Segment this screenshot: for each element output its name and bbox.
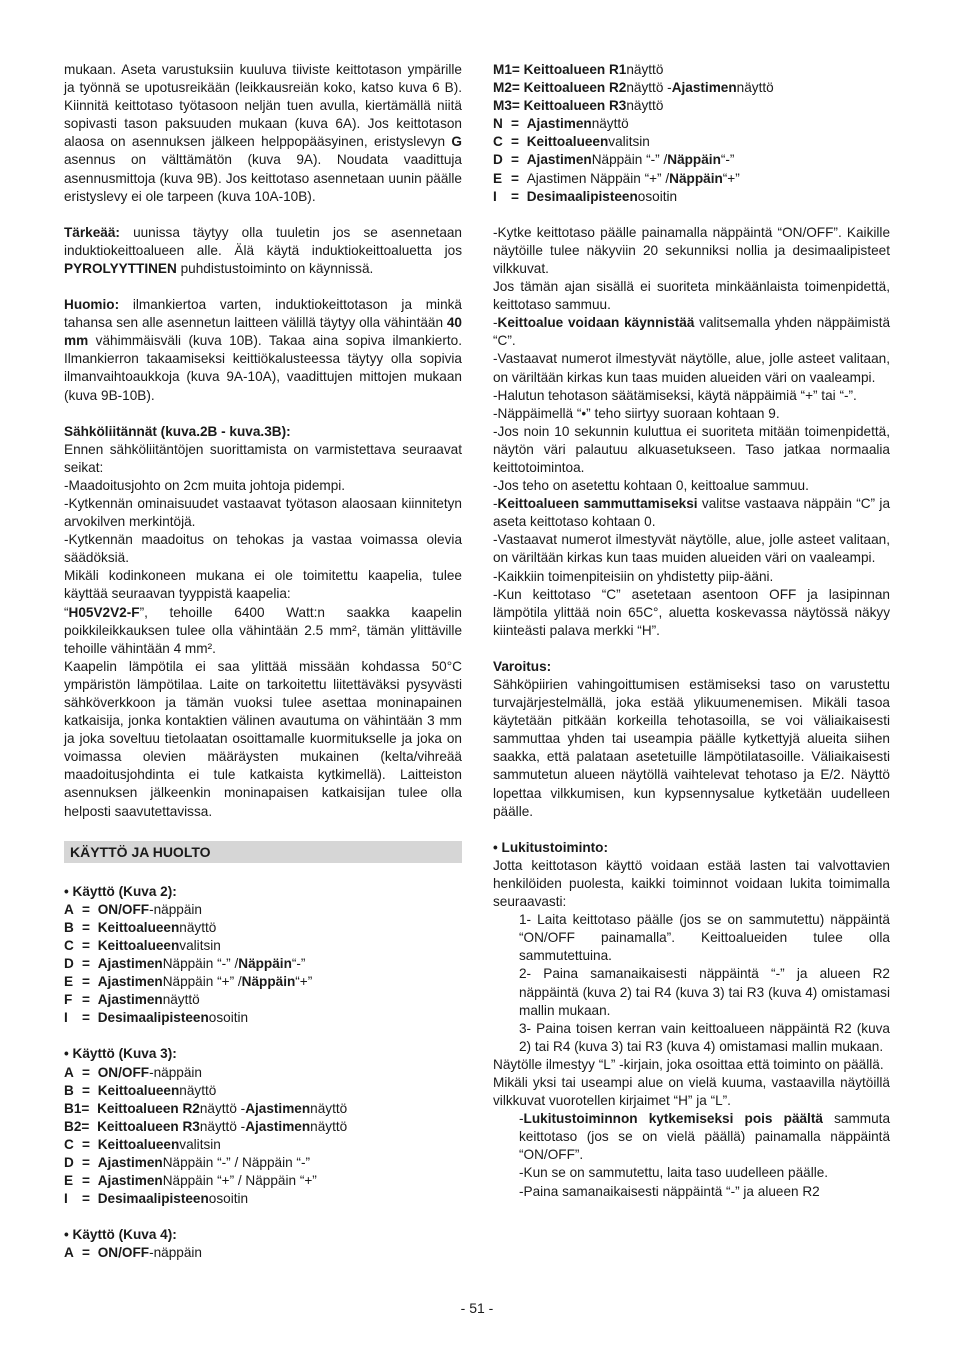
instruction-start-zone: -Keittoalue voidaan käynnistää valitsemalla yhden näppäimistä “C”. (493, 315, 891, 349)
page-number: - 51 - (460, 1300, 494, 1316)
lock-step: 3- Paina toisen kerran vain keittoalueen näppäintä R2 (kuva 2) tai R4 (kuva 3) tai R3 (kuva 4) omistamasi mallin mukaan. (519, 1020, 890, 1054)
instruction-timeout: Jos tämän ajan sisällä ei suoriteta minkäänlaista toimenpidettä, keittotaso sammuu. (493, 279, 890, 313)
definition-row: E = Ajastimen Näppäin “+” / Näppäin “+” (64, 974, 313, 990)
lock-heading: • Lukitustoiminto: (493, 839, 609, 855)
instruction-boost: -Näppäimellä “•” teho siirtyy suoraan kohtaan 9. (493, 405, 780, 421)
definition-row: B1 = Keittoalueen R2 näyttö - Ajastimen näyttö (64, 1100, 348, 1116)
definition-row: B2 = Keittoalueen R3 näyttö - Ajastimen näyttö (64, 1118, 348, 1134)
electrical-item: -Kytkennän maadoitus on tehokas ja vastaa voimassa olevia säädöksiä. (64, 532, 462, 566)
lock-step: 2- Paina samanaikaisesti näppäintä “-” ja alueen R2 näppäintä (kuva 2) tai R4 (kuva 3) tai R3 (kuva 4) omistamasi mallin mukaan. (519, 966, 890, 1018)
warning-heading: Varoitus: (493, 658, 552, 674)
lock-hot-indicator: Mikäli yksi tai useampi alue on vielä kuuma, vastaavilla näytöillä vilkkuvat vuorotellen kirjaimet “H” ja “L”. (493, 1074, 890, 1109)
definition-row: B = Keittoalueen näyttö (64, 1082, 217, 1098)
definition-row: B = Keittoalueen näyttö (64, 919, 217, 935)
definition-row: A = ON/OFF -näppäin (64, 901, 202, 917)
instruction-revert: -Jos noin 10 sekunnin kuluttua ei suoriteta mitään toimenpidettä, näytön väri palautuu alkuasetukseen. Taso jatkaa normaalia keittotoimintoa. (493, 423, 890, 475)
definition-row: M3 = Keittoalueen R3 näyttö (493, 98, 664, 114)
electrical-item: -Maadoitusjohto on 2cm muita johtoja pidempi. (64, 477, 346, 493)
definition-row: M1 = Keittoalueen R1 näyttö (493, 62, 664, 77)
definition-row: F = Ajastimen näyttö (64, 992, 200, 1008)
left-column (64, 61, 462, 1262)
usage-fig2-list (64, 901, 462, 1028)
definition-row: C = Keittoalueen valitsin (493, 134, 650, 150)
lock-intro: Jotta keittotason käyttö voidaan estää lasten tai valvottavien henkilöiden puolesta, kaikki toiminnot voidaan lukita toimimalla seuraavasti: (493, 857, 890, 910)
instruction-display: -Vastaavat numerot ilmestyvät näytölle, alue, jolle asteet valitaan, on väriltään kirkas kun taas muiden alueiden väri on vaaleampi. (493, 351, 890, 385)
definition-row: D = Ajastimen Näppäin “-” / Näppäin “-” (64, 956, 306, 972)
electrical-cable-note: Mikäli kodinkoneen mukana ei ole toimitettu kaapelia, tulee käyttää seuraavan tyyppistä kaapelia: (64, 568, 462, 602)
instruction-switch-off: -Keittoalueen sammuttamiseksi valitse vastaava näppäin “C” ja aseta keittotaso kohtaan 0. (493, 496, 890, 530)
cable-spec: “H05V2V2-F”, tehoille 6400 Watt:n saakka kaapelin poikkileikkauksen tulee olla vähintään 2.5 mm², tämän ylittäville tehoille vähintään 4 mm². (64, 604, 462, 656)
definition-row: D = Ajastimen Näppäin “-” / Näppäin “-” (493, 152, 735, 168)
definition-row: C = Keittoalueen valitsin (64, 937, 221, 953)
lock-step: 1- Laita keittotaso päälle (jos se on sammutettu) näppäintä “ON/OFF painamalla”. Keittoalueiden tulee olla sammutettuina. (519, 912, 890, 964)
electrical-heading: Sähköliitännät (kuva.2B - kuva.3B): (64, 423, 291, 439)
section-title-use-and-care: KÄYTTÖ JA HUOLTO (64, 841, 462, 863)
instruction-power-on: -Kytke keittotaso päälle painamalla näppäintä “ON/OFF”. Kaikille näytöille tulee näkyviin 20 sekunniksi nollia ja desimaalipisteet vilkkuvat. (493, 224, 890, 276)
definition-row: M2 = Keittoalueen R2 näyttö - Ajastimen näyttö (493, 80, 774, 96)
warning-text: Sähköpiirien vahingoittumisen estämiseksi taso on varustettu turvajärjestelmällä, joka estää ylikuumenemisen. Mikäli tasoa käytetään pitkään korkeilla tehotasoilla, se voi väliaikaisesti sammuttaa yhden tai useampia päälle kytkettyjä alueita siihen saakka, että palataan asetetuille lämpötilatasoille. Väliaikaisesti sammutetun alueen näytöllä vaihtelevat tehotaso ja E/2. Näyttö lopettaa vilkkumisen, kun kypsennysalue kytketään uudelleen päälle. (493, 677, 890, 819)
usage-fig4-heading: • Käyttö (Kuva 4): (64, 1227, 177, 1243)
paragraph-installation: mukaan. Aseta varustuksiin kuuluva tiiviste keittotason ympärille ja työnnä se upotusreikään (leikkausreiän koko, katso kuva 6 B). Kiinnitä keittotaso työtasoon neljän tuen avulla, kiertämällä niitä sopivasti tason paksuuden mukaan (kuva 6A). Jos keittotason alaosa on asennuksen jälkeen helppopääsyinen, eristyslevyn G asennus on välttämätön (kuva 9A). Noudata vaadittuja asennusmittoja (kuva 9B). Jos keittotaso asennetaan uunin päälle eristyslevy ei ole tarpeen (kuva 10A-10B). (64, 62, 462, 204)
definition-row: E = Ajastimen Näppäin “+” / Näppäin “+” (64, 1173, 317, 1189)
unlock-step: -Paina samanaikaisesti näppäintä “-” ja alueen R2 (519, 1183, 820, 1199)
instruction-zero: -Jos teho on asetettu kohtaan 0, keittoalue sammuu. (493, 478, 809, 494)
instruction-beep: -Kaikkiin toimenpiteisiin on yhdistetty piip-ääni. (493, 568, 774, 584)
electrical-intro: Ennen sähköliitäntöjen suorittamista on varmistettava seuraavat seikat: (64, 441, 462, 475)
definition-row: A = ON/OFF -näppäin (64, 1245, 202, 1261)
display-list (493, 61, 890, 206)
definition-row: I = Desimaalipisteen osoitin (64, 1191, 249, 1207)
definition-row: D = Ajastimen Näppäin “-” / Näppäin “-” (64, 1154, 311, 1170)
definition-row: A = ON/OFF -näppäin (64, 1064, 202, 1080)
usage-fig3-heading: • Käyttö (Kuva 3): (64, 1046, 177, 1062)
right-column (493, 61, 890, 1201)
definition-row: I = Desimaalipisteen osoitin (64, 1010, 249, 1026)
instruction-power-level: -Halutun tehotason säätämiseksi, käytä näppäimiä “+” tai “-”. (493, 387, 857, 403)
unlock-step: -Kun se on sammutettu, laita taso uudelleen päälle. (519, 1165, 829, 1181)
paragraph-important: Tärkeää: uunissa täytyy olla tuuletin jos se asennetaan induktiokeittoalueen alle. Älä käytä induktiokeittoaluetta jos PYROLYYTTINEN puhdistustoiminto on käynnissä. (64, 224, 462, 276)
definition-row: C = Keittoalueen valitsin (64, 1136, 221, 1152)
electrical-item: -Kytkennän ominaisuudet vastaavat työtason alaosaan kiinnitetyn arvokilven merkintöjä. (64, 495, 462, 530)
definition-row: I = Desimaalipisteen osoitin (493, 188, 678, 204)
lock-indicator: Näytölle ilmestyy “L” -kirjain, joka osoittaa että toiminto on päällä. (493, 1056, 884, 1072)
instruction-residual-heat: -Kun keittotaso “C” asetetaan asentoon OFF ja lasipinnan lämpötila ylittää noin 65C°, aluetta koskevassa näytössä näkyy kiinteästi palava merkki “H”. (493, 586, 890, 638)
definition-row: N = Ajastimen näyttö (493, 116, 629, 132)
unlock-instruction: -Lukitustoiminnon kytkemiseksi pois päältä sammuta keittotaso (jos se on vielä päällä) painamalla näppäintä “ON/OFF”. (519, 1111, 891, 1163)
electrical-temperature: Kaapelin lämpötila ei saa ylittää missään kohdassa 50°C ympäristön lämpötilaa. Laite on tarkoitettu liitettäväksi pysyvästi sähköverkkoon ja tämän vuoksi tulee asettaa moninapainen katkaisija, jonka kontaktien välinen avautuma on vähintään 3 mm ja joka soveltuu tietolaatan osoittamalle kuormitukselle ja joka on voimassa olevien määräysten mukainen (kelta/vihreää maadoitusjohdinta ei tule katkaista kytkimellä). Laitteiston asennuksen jälkeenkin moninapaisen katkaisijan tulee olla helposti saavutettavissa. (64, 658, 462, 819)
usage-fig2-heading: • Käyttö (Kuva 2): (64, 883, 177, 899)
definition-row: E = Ajastimen Näppäin “+” / Näppäin “+” (493, 170, 740, 186)
paragraph-note: Huomio: ilmankiertoa varten, induktiokeittotason ja minkä tahansa sen alle asennetun laitteen välillä täytyy olla vähintään 40 mm vähimmäisväli (kuva 10B). Takaa aina sopiva ilmankierto. Ilmankierron takaamiseksi keittiökalusteessa täytyy olla sopivia ilmanvaihtoaukkoja (kuva 9A-10A), vaadittujen mittojen mukaan (kuva 9B-10B). (64, 297, 463, 403)
instruction-display-2: -Vastaavat numerot ilmestyvät näytölle, alue, jolle asteet valitaan, on väriltään kirkas kun taas muiden alueiden väri on vaaleampi. (493, 532, 890, 566)
usage-fig3-list (64, 1064, 462, 1209)
